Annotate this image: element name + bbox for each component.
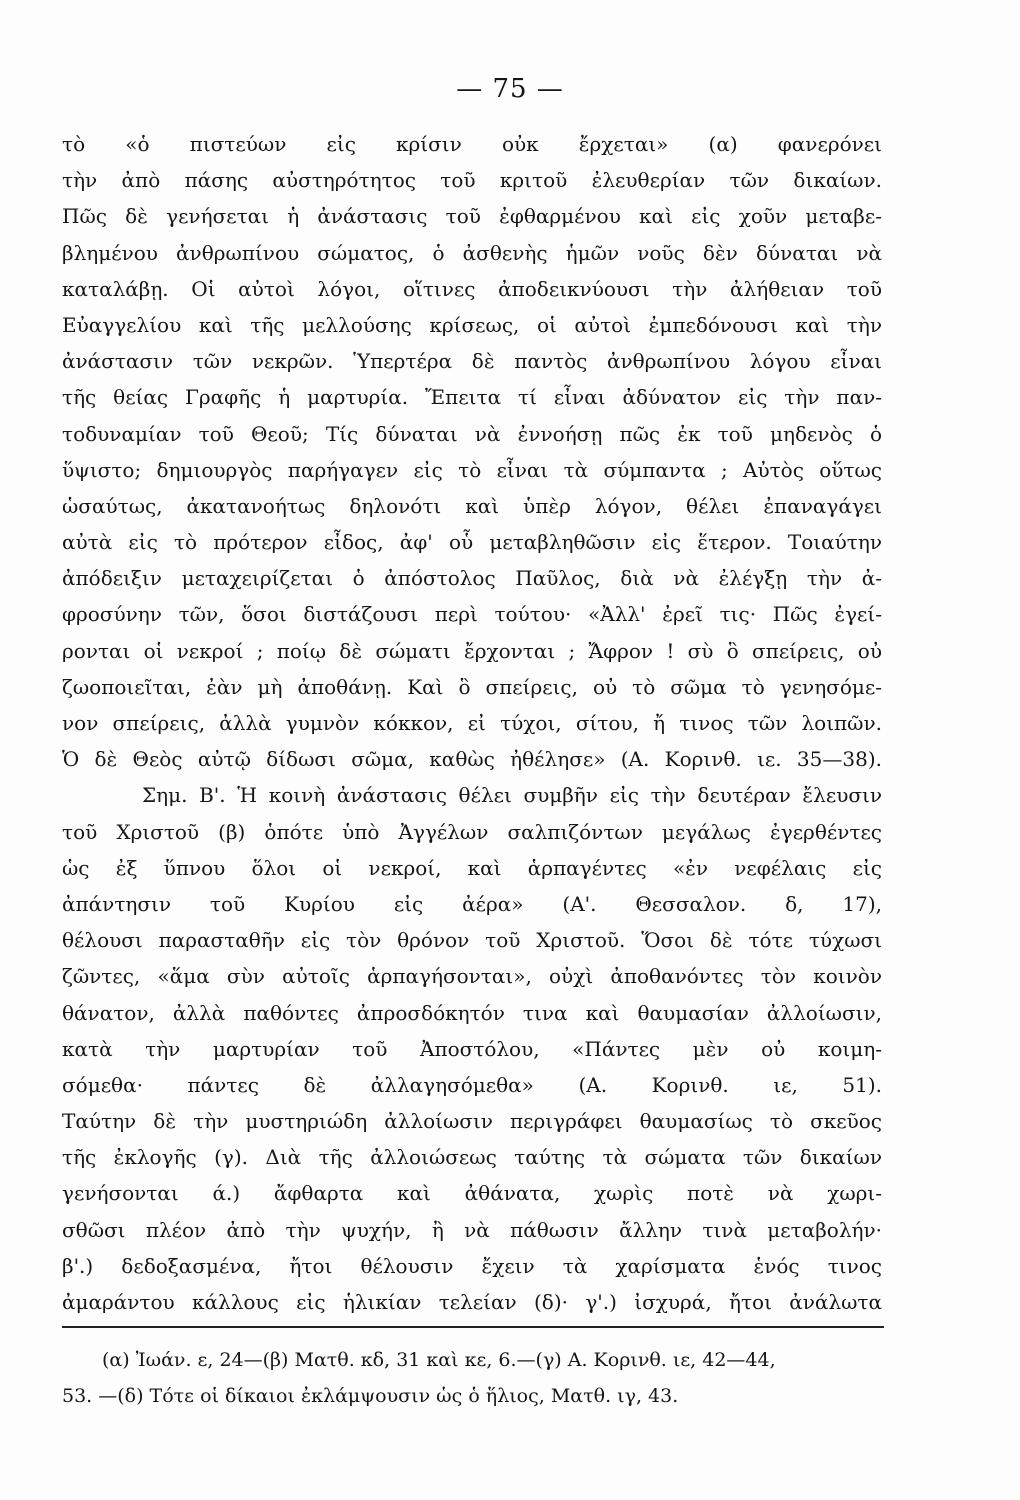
text-line: τὸ «ὁ πιστεύων εἰς κρίσιν οὐκ ἔρχεται» (α) φανερόνει xyxy=(62,132,882,156)
text-line: ὡς ἐξ ὕπνου ὅλοι οἱ νεκροί, καὶ ἁρπαγέντες «ἐν νεφέλαις εἰς xyxy=(62,855,882,880)
text-line: ἀπάντησιν τοῦ Κυρίου εἰς ἀέρα» (Α'. Θεσσαλον. δ, 17), xyxy=(62,891,882,916)
text-line: ὡσαύτως, ἀκατανοήτως δηλονότι καὶ ὑπὲρ λόγον, θέλει ἐπαναγάγει xyxy=(62,493,882,518)
text-line: Εὐαγγελίου καὶ τῆς μελλούσης κρίσεως, οἱ αὐτοὶ ἐμπεδόνουσι καὶ τὴν xyxy=(62,312,882,337)
footnote-line: 53. —(δ) Τότε οἱ δίκαιοι ἐκλάμψουσιν ὡς ὁ ἥλιος, Ματθ. ιγ, 43. xyxy=(62,1385,679,1407)
text-line: τοδυναμίαν τοῦ Θεοῦ; Τίς δύναται νὰ ἐννοήσῃ πῶς ἐκ τοῦ μηδενὸς ὁ xyxy=(62,421,882,446)
text-line: βλημένου ἀνθρωπίνου σώματος, ὁ ἀσθενὴς ἡμῶν νοῦς δὲν δύναται νὰ xyxy=(62,240,882,265)
text-line: θέλουσι παρασταθῆν εἰς τὸν θρόνον τοῦ Χριστοῦ. Ὅσοι δὲ τότε τύχωσι xyxy=(62,928,882,953)
text-line: κατὰ τὴν μαρτυρίαν τοῦ Ἀποστόλου, «Πάντες μὲν οὐ κοιμη- xyxy=(62,1036,882,1061)
text-line: ἀπόδειξιν μεταχειρίζεται ὁ ἀπόστολος Παῦλος, διὰ νὰ ἐλέγξῃ τὴν ἀ- xyxy=(62,566,882,591)
text-line: Ὁ δὲ Θεὸς αὐτῷ δίδωσι σῶμα, καθὼς ἠθέλησε» (Α. Κορινθ. ιε. 35—38). xyxy=(62,747,882,772)
footnotes xyxy=(62,1342,884,1414)
text-line: τὴν ἀπὸ πάσης αὐστηρότητος τοῦ κριτοῦ ἐλευθερίαν τῶν δικαίων. xyxy=(62,168,882,193)
text-line: ζωοποιεῖται, ἐὰν μὴ ἀποθάνῃ. Καὶ ὃ σπείρεις, οὐ τὸ σῶμα τὸ γενησόμε- xyxy=(62,674,882,699)
text-line: σθῶσι πλέον ἀπὸ τὴν ψυχήν, ἢ νὰ πάθωσιν ἄλλην τινὰ μεταβολήν· xyxy=(62,1217,882,1242)
text-line: νον σπείρεις, ἀλλὰ γυμνὸν κόκκον, εἰ τύχοι, σίτου, ἤ τινος τῶν λοιπῶν. xyxy=(62,711,882,735)
text-line: Ταύτην δὲ τὴν μυστηριώδη ἀλλοίωσιν περιγράφει θαυμασίως τὸ σκεῦος xyxy=(62,1109,882,1134)
text-line: ἀνάστασιν τῶν νεκρῶν. Ὑπερτέρα δὲ παντὸς ἀνθρωπίνου λόγου εἶναι xyxy=(62,349,882,374)
text-line: καταλάβῃ. Οἱ αὐτοὶ λόγοι, οἵτινες ἀποδεικνύουσι τὴν ἀλήθειαν τοῦ xyxy=(62,276,882,301)
text-line: τοῦ Χριστοῦ (β) ὁπότε ὑπὸ Ἀγγέλων σαλπιζόντων μεγάλως ἐγερθέντες xyxy=(62,819,882,844)
body-text xyxy=(62,126,882,1320)
text-line: γενήσονται ά.) ἄφθαρτα καὶ ἀθάνατα, χωρὶς ποτὲ νὰ χωρι- xyxy=(62,1181,882,1206)
text-line: ἀμαράντου κάλλους εἰς ἡλικίαν τελείαν (δ)· γ'.) ἰσχυρά, ἤτοι ἀνάλωτα xyxy=(62,1290,882,1314)
text-line: τῆς ἐκλογῆς (γ). Διὰ τῆς ἀλλοιώσεως ταύτης τὰ σώματα τῶν δικαίων xyxy=(62,1145,882,1170)
text-line: αὐτὰ εἰς τὸ πρότερον εἶδος, ἀφ' οὗ μεταβληθῶσιν εἰς ἕτερον. Τοιαύτην xyxy=(62,530,882,555)
text-line: ρονται οἱ νεκροί ; ποίῳ δὲ σώματι ἔρχονται ; Ἄφρον ! σὺ ὃ σπείρεις, οὐ xyxy=(62,638,882,663)
text-line: τῆς θείας Γραφῆς ἡ μαρτυρία. Ἔπειτα τί εἶναι ἀδύνατον εἰς τὴν παν- xyxy=(62,385,882,410)
text-line: Πῶς δὲ γενήσεται ἡ ἀνάστασις τοῦ ἐφθαρμένου καὶ εἰς χοῦν μεταβε- xyxy=(62,204,882,229)
text-line: φροσύνην τῶν, ὅσοι διστάζουσι περὶ τούτου· «Ἀλλ' ἐρεῖ τις· Πῶς ἐγεί- xyxy=(62,602,882,627)
text-line: θάνατον, ἀλλὰ παθόντες ἀπροσδόκητόν τινα καὶ θαυμασίαν ἀλλοίωσιν, xyxy=(62,1000,882,1025)
text-line: β'.) δεδοξασμένα, ἤτοι θέλουσιν ἔχειν τὰ χαρίσματα ἑνός τινος xyxy=(62,1253,882,1278)
text-line: ὕψιστο; δημιουργὸς παρήγαγεν εἰς τὸ εἶναι τὰ σύμπαντα ; Αὐτὸς οὕτως xyxy=(62,457,882,482)
text-line: Σημ. Β'. Ἡ κοινὴ ἀνάστασις θέλει συμβῆν εἰς τὴν δευτέραν ἔλευσιν xyxy=(142,783,882,808)
footnote-line: (α) Ἰωάν. ε, 24—(β) Ματθ. κδ, 31 καὶ κε, 6.—(γ) Α. Κορινθ. ιε, 42—44, xyxy=(102,1349,776,1371)
footnote-divider xyxy=(62,1326,884,1328)
text-line: σόμεθα· πάντες δὲ ἀλλαγησόμεθα» (Α. Κορινθ. ιε, 51). xyxy=(62,1072,882,1097)
text-line: ζῶντες, «ἅμα σὺν αὐτοῖς ἁρπαγήσονται», οὐχὶ ἀποθανόντες τὸν κοινὸν xyxy=(62,964,882,989)
page-number: — 75 — xyxy=(456,74,564,104)
